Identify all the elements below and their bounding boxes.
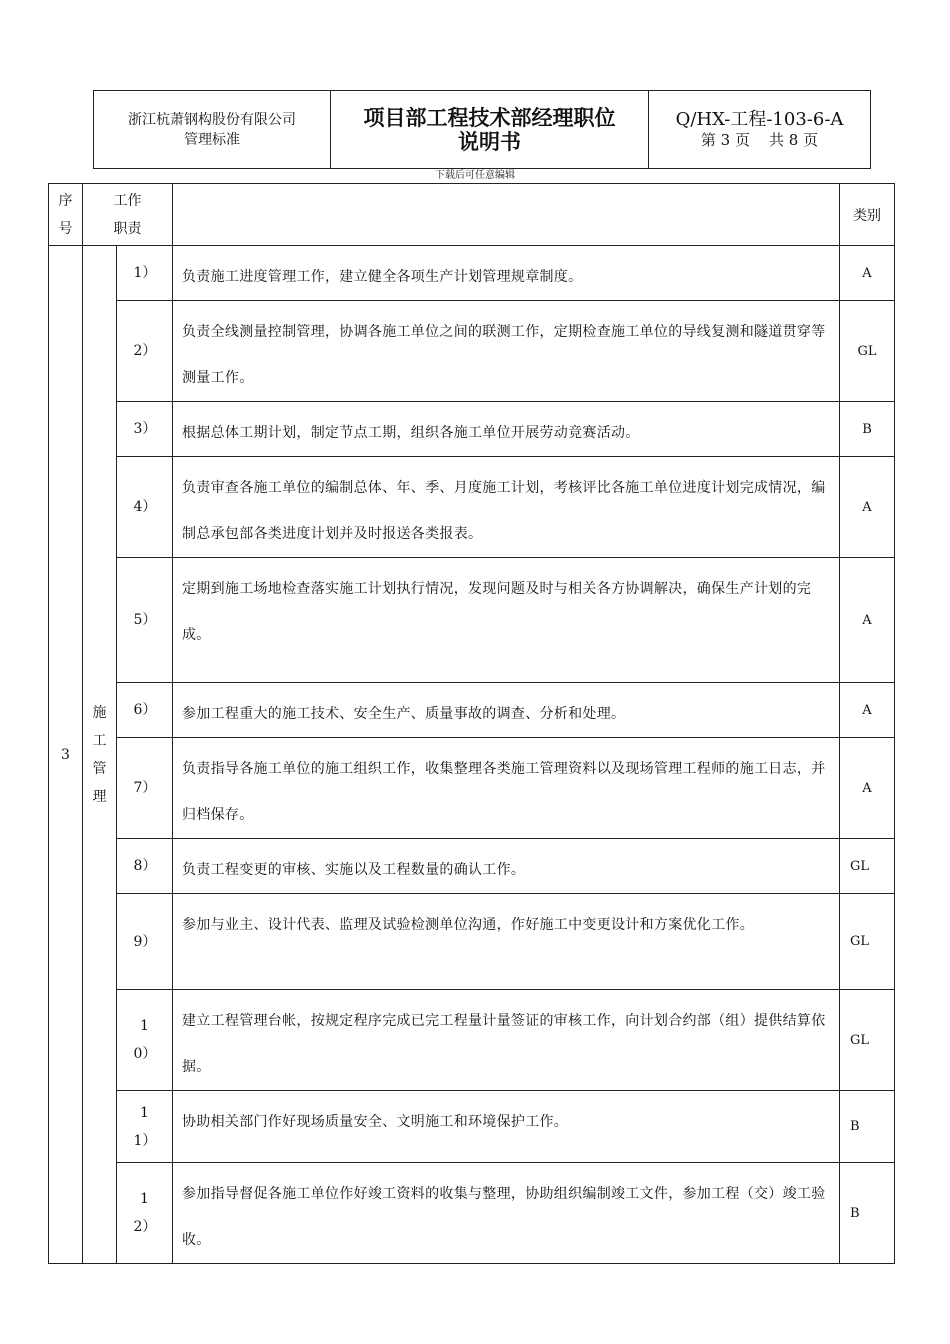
table-row [49, 839, 895, 894]
row-index-text: 8） [133, 858, 157, 874]
row-index-text: 7） [133, 780, 157, 796]
duty-description: 负责全线测量控制管理，协调各施工单位之间的联测工作，定期检查施工单位的导线复测和隧道贯穿等测量工作。 [173, 301, 840, 402]
table-row [49, 1163, 895, 1264]
duty-description: 建立工程管理台帐，按规定程序完成已完工程量计量签证的审核工作，向计划合约部（组）提供结算依据。 [173, 990, 840, 1091]
duty-header-line-1: 工作 [113, 192, 142, 209]
row-index [117, 402, 173, 457]
duty-description: 协助相关部门作好现场质量安全、文明施工和环境保护工作。 [173, 1091, 840, 1163]
table-row [49, 457, 895, 558]
duty-category: A [840, 457, 895, 558]
table-row [49, 738, 895, 839]
table-header-row [49, 184, 895, 246]
section-number: 3 [49, 246, 83, 1264]
table-row [49, 558, 895, 683]
row-index-text: 9） [133, 933, 157, 950]
table-row [49, 894, 895, 990]
document-header [93, 90, 871, 169]
table-row [49, 683, 895, 738]
row-index [117, 839, 173, 894]
group-label-char: 理 [92, 788, 107, 805]
group-label-char: 工 [92, 732, 107, 749]
duty-category: A [840, 558, 895, 683]
doc-code: Q/HX-工程-103-6-A [675, 108, 844, 130]
table-row [49, 301, 895, 402]
duty-category: B [840, 1163, 895, 1264]
duty-category: GL [840, 839, 895, 894]
table-row [49, 246, 895, 301]
group-label-char: 施 [92, 704, 107, 721]
duty-category: GL [840, 894, 895, 990]
row-index-text: 3） [133, 421, 157, 437]
row-index-text: 2） [133, 343, 157, 359]
duty-category: A [840, 738, 895, 839]
duty-description: 负责施工进度管理工作，建立健全各项生产计划管理规章制度。 [173, 246, 840, 301]
row-index [117, 683, 173, 738]
row-index [117, 246, 173, 301]
title-cell [331, 91, 649, 168]
standard-label: 管理标准 [184, 131, 240, 148]
duty-description: 参加与业主、设计代表、监理及试验检测单位沟通，作好施工中变更设计和方案优化工作。 [173, 894, 840, 990]
duty-category: B [840, 402, 895, 457]
duty-description: 负责指导各施工单位的施工组织工作，收集整理各类施工管理资料以及现场管理工程师的施工日志，并归档保存。 [173, 738, 840, 839]
table-row [49, 1091, 895, 1163]
company-name: 浙江杭萧钢构股份有限公司 [128, 111, 296, 128]
row-index [117, 894, 173, 990]
seq-header-line-2: 号 [58, 220, 73, 237]
row-index [117, 738, 173, 839]
duty-header [83, 184, 173, 246]
table-row [49, 990, 895, 1091]
row-index [117, 558, 173, 683]
row-index-text: 11） [133, 1104, 157, 1149]
duty-description: 根据总体工期计划，制定节点工期，组织各施工单位开展劳动竞赛活动。 [173, 402, 840, 457]
category-header: 类别 [840, 184, 895, 246]
edit-note: 下载后可任意编辑 [435, 170, 515, 181]
row-index-text: 5） [133, 612, 157, 628]
title-line-1: 项目部工程技术部经理职位 [363, 105, 616, 130]
row-index-text: 4） [133, 499, 157, 515]
company-cell [94, 91, 331, 168]
duty-header-line-2: 职责 [113, 220, 142, 237]
row-index-text: 12） [133, 1191, 157, 1235]
duty-description: 参加工程重大的施工技术、安全生产、质量事故的调查、分析和处理。 [173, 683, 840, 738]
seq-header-line-1: 序 [58, 192, 73, 209]
duty-description: 负责工程变更的审核、实施以及工程数量的确认工作。 [173, 839, 840, 894]
row-index [117, 1091, 173, 1163]
duty-description: 定期到施工场地检查落实施工计划执行情况，发现问题及时与相关各方协调解决，确保生产计划的完成。 [173, 558, 840, 683]
seq-header [49, 184, 83, 246]
duty-category: B [840, 1091, 895, 1163]
row-index-text: 6） [133, 702, 157, 718]
duty-description: 负责审查各施工单位的编制总体、年、季、月度施工计划，考核评比各施工单位进度计划完成情况，编制总承包部各类进度计划并及时报送各类报表。 [173, 457, 840, 558]
row-index [117, 1163, 173, 1264]
duty-category: GL [840, 990, 895, 1091]
row-index-text: 1） [133, 265, 157, 281]
duty-description: 参加指导督促各施工单位作好竣工资料的收集与整理，协助组织编制竣工文件，参加工程（交）竣工验收。 [173, 1163, 840, 1264]
duty-category: A [840, 683, 895, 738]
group-label-char: 管 [92, 760, 107, 777]
row-index [117, 301, 173, 402]
row-index-text: 10） [133, 1018, 157, 1062]
duty-category: A [840, 246, 895, 301]
table-row [49, 402, 895, 457]
duty-category: GL [840, 301, 895, 402]
title-line-2: 说明书 [458, 129, 521, 154]
page-info: 第 3 页 共 8 页 [700, 130, 819, 149]
row-index [117, 990, 173, 1091]
group-label [83, 246, 117, 1264]
description-header [173, 184, 840, 246]
doc-info-cell [649, 91, 870, 168]
duty-table [48, 183, 895, 1264]
row-index [117, 457, 173, 558]
